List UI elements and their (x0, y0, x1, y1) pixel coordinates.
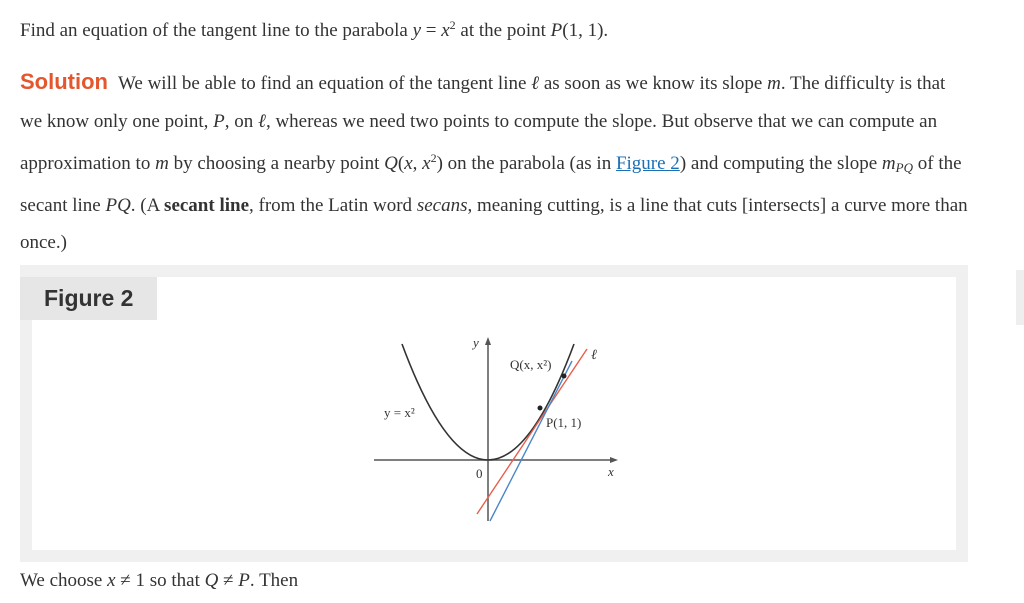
x-axis-arrow (610, 457, 618, 463)
figure-container (20, 265, 968, 562)
y-axis-label: y (473, 335, 479, 350)
parabola-tangent-graph (32, 277, 956, 550)
q-point-label: Q(x, x²) (510, 357, 552, 372)
right-edge-panel (1016, 270, 1024, 325)
x-axis-label: x (608, 464, 614, 479)
figure-canvas (32, 277, 956, 550)
continuation-text: We choose x ≠ 1 so that Q ≠ P. Then (20, 570, 299, 591)
tangent-line (477, 349, 587, 514)
secant-line (490, 361, 572, 521)
p-point-label: P(1, 1) (546, 415, 582, 430)
y-axis-arrow (485, 337, 491, 345)
solution-paragraph: Solution We will be able to find an equation of the tangent line ℓ as soon as we know its slope m. The difficulty is that we know only one point, P, on ℓ, whereas we need two points to compute the slope. But observe that we can compute an approximation to m by choosing a nearby point Q(x, $x^2$) on the parabola (as in Figure 2) and computing the slope $m_{PQ}$ of the secant line PQ. (A secant line, from the Latin word secans, meaning cutting, is a line that cuts [intersects] a curve more than once.) (20, 69, 968, 253)
point-q (562, 374, 567, 379)
tangent-line-label: ℓ (591, 348, 597, 363)
problem-statement: Find an equation of the tangent line to the parabola $y = x^2$ at the point P(1, 1). (20, 18, 609, 41)
figure-title: Figure 2 (20, 277, 157, 320)
point-p (538, 406, 543, 411)
solution-label: Solution (20, 69, 108, 94)
origin-label: 0 (476, 466, 483, 481)
curve-label: y = x² (384, 405, 415, 420)
figure-2-link[interactable]: Figure 2 (615, 153, 680, 174)
